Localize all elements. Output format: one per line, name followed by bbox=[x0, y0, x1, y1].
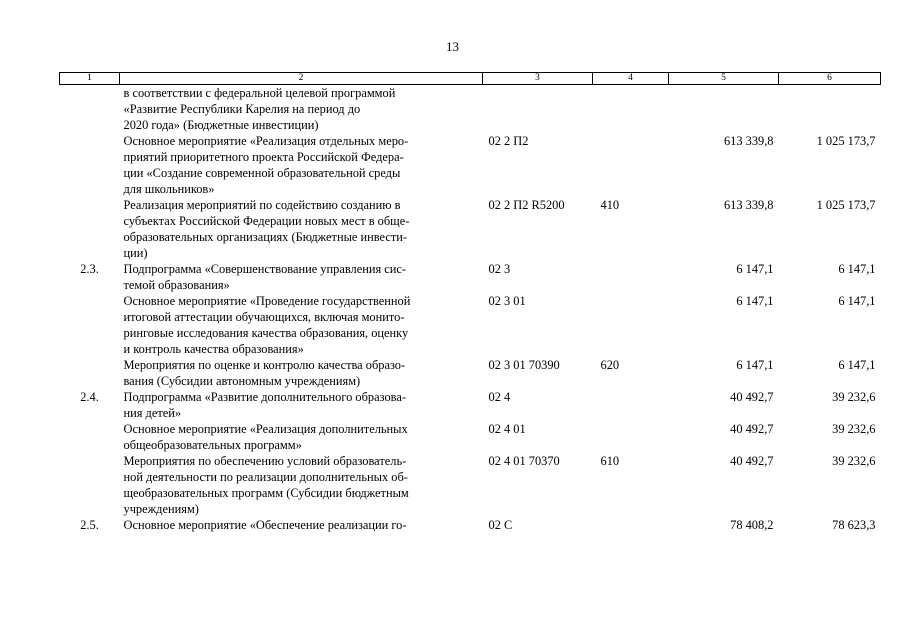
row-code: 02 4 01 bbox=[488, 422, 526, 436]
row-number bbox=[60, 197, 120, 261]
row-expense-type bbox=[593, 389, 669, 421]
row-code: 02 4 01 70370 bbox=[488, 454, 560, 468]
row-number bbox=[60, 421, 120, 453]
table-row bbox=[60, 453, 881, 517]
row-name-line: щеобразовательных программ (Субсидии бюджетным bbox=[123, 486, 409, 500]
row-name bbox=[120, 453, 483, 517]
row-code: 02 3 bbox=[488, 262, 511, 276]
row-amount-col6: 6 147,1 bbox=[838, 294, 876, 308]
row-number bbox=[60, 293, 120, 357]
row-amount-col5: 78 408,2 bbox=[730, 518, 774, 532]
row-number: 2.3. bbox=[80, 262, 99, 276]
row-amount-col5: 6 147,1 bbox=[736, 358, 774, 372]
row-name-line: Реализация мероприятий по содействию созданию в bbox=[123, 198, 401, 212]
table-row bbox=[60, 85, 881, 134]
header-col-5: 5 bbox=[669, 73, 779, 85]
row-code: 02 С bbox=[488, 518, 513, 532]
row-name-line: Мероприятия по обеспечению условий образователь- bbox=[123, 454, 407, 468]
row-name bbox=[120, 517, 483, 533]
row-code: 02 2 П2 bbox=[488, 134, 529, 148]
row-number: 2.5. bbox=[80, 518, 99, 532]
table-row bbox=[60, 133, 881, 197]
row-name-line: 2020 года» (Бюджетные инвестиции) bbox=[123, 118, 319, 132]
header-col-6: 6 bbox=[779, 73, 881, 85]
row-name-line: Основное мероприятие «Реализация отдельных меро- bbox=[123, 134, 409, 148]
row-name-line: общеобразовательных программ» bbox=[123, 438, 302, 452]
header-col-2: 2 bbox=[120, 73, 483, 85]
row-amount-col5: 6 147,1 bbox=[736, 262, 774, 276]
row-code: 02 3 01 bbox=[488, 294, 526, 308]
row-name-line: Основное мероприятие «Проведение государственной bbox=[123, 294, 411, 308]
row-name-line: ции «Создание современной образовательной среды bbox=[123, 166, 401, 180]
column-number-header bbox=[60, 73, 881, 85]
row-name bbox=[120, 261, 483, 293]
row-amount-col5: 40 492,7 bbox=[730, 454, 774, 468]
row-number bbox=[60, 85, 120, 134]
table-row bbox=[60, 389, 881, 421]
row-name-line: приятий приоритетного проекта Российской Федера- bbox=[123, 150, 404, 164]
row-expense-type bbox=[593, 261, 669, 293]
row-name bbox=[120, 133, 483, 197]
row-name-line: Подпрограмма «Развитие дополнительного образова- bbox=[123, 390, 406, 404]
row-amount-col6: 78 623,3 bbox=[832, 518, 876, 532]
row-name-line: Основное мероприятие «Реализация дополнительных bbox=[123, 422, 408, 436]
row-amount-col6: 1 025 173,7 bbox=[816, 198, 876, 212]
row-name-line: ринговые исследования качества образования, оценку bbox=[123, 326, 409, 340]
row-amount-col6: 39 232,6 bbox=[832, 390, 876, 404]
row-name-line: учреждениям) bbox=[123, 502, 199, 516]
row-expense-type bbox=[593, 293, 669, 357]
row-name-line: образовательных организациях (Бюджетные инвести- bbox=[123, 230, 408, 244]
table-row bbox=[60, 517, 881, 533]
row-name-line: ной деятельности по реализации дополнительных об- bbox=[123, 470, 408, 484]
page-number: 13 bbox=[446, 39, 459, 54]
header-col-3: 3 bbox=[483, 73, 593, 85]
row-name-line: для школьников» bbox=[123, 182, 215, 196]
row-expense-type bbox=[593, 517, 669, 533]
row-amount-col5: 613 339,8 bbox=[723, 134, 774, 148]
row-amount-col6: 39 232,6 bbox=[832, 422, 876, 436]
row-name-line: «Развитие Республики Карелия на период до bbox=[123, 102, 361, 116]
row-name-line: ции) bbox=[123, 246, 148, 260]
row-code: 02 4 bbox=[488, 390, 511, 404]
row-name-line: и контроль качества образования» bbox=[123, 342, 304, 356]
budget-table bbox=[59, 72, 881, 533]
row-name-line: субъектах Российской Федерации новых мест в обще- bbox=[123, 214, 410, 228]
row-name-line: итоговой аттестации обучающихся, включая монито- bbox=[123, 310, 405, 324]
row-expense-type bbox=[593, 421, 669, 453]
row-expense-type: 410 bbox=[600, 198, 620, 212]
row-amount-col5: 6 147,1 bbox=[736, 294, 774, 308]
row-number bbox=[60, 453, 120, 517]
row-name-line: ния детей» bbox=[123, 406, 182, 420]
row-name bbox=[120, 85, 483, 134]
row-amount-col5: 613 339,8 bbox=[723, 198, 774, 212]
table-body bbox=[60, 85, 881, 534]
row-code: 02 2 П2 R5200 bbox=[488, 198, 565, 212]
row-expense-type: 610 bbox=[600, 454, 620, 468]
row-name bbox=[120, 389, 483, 421]
row-number bbox=[60, 133, 120, 197]
row-amount-col5: 40 492,7 bbox=[730, 422, 774, 436]
table-row bbox=[60, 261, 881, 293]
row-number: 2.4. bbox=[80, 390, 99, 404]
row-amount-col6: 6 147,1 bbox=[838, 358, 876, 372]
table-row bbox=[60, 421, 881, 453]
row-name bbox=[120, 357, 483, 389]
row-number bbox=[60, 357, 120, 389]
row-amount-col6: 6 147,1 bbox=[838, 262, 876, 276]
row-amount-col6: 39 232,6 bbox=[832, 454, 876, 468]
row-amount-col6: 1 025 173,7 bbox=[816, 134, 876, 148]
table-row bbox=[60, 197, 881, 261]
row-amount-col5: 40 492,7 bbox=[730, 390, 774, 404]
row-name-line: темой образования» bbox=[123, 278, 230, 292]
row-code: 02 3 01 70390 bbox=[488, 358, 560, 372]
header-col-1: 1 bbox=[60, 73, 120, 85]
row-code bbox=[483, 85, 593, 134]
row-amount-col6 bbox=[779, 85, 881, 134]
row-name bbox=[120, 197, 483, 261]
row-amount-col5 bbox=[669, 85, 779, 134]
row-name-line: Основное мероприятие «Обеспечение реализации го- bbox=[123, 518, 407, 532]
row-name-line: Мероприятия по оценке и контролю качества образо- bbox=[123, 358, 406, 372]
row-expense-type bbox=[593, 85, 669, 134]
row-name bbox=[120, 293, 483, 357]
row-expense-type: 620 bbox=[600, 358, 620, 372]
row-name-line: Подпрограмма «Совершенствование управления сис- bbox=[123, 262, 407, 276]
header-col-4: 4 bbox=[593, 73, 669, 85]
row-name-line: вания (Субсидии автономным учреждениям) bbox=[123, 374, 361, 388]
row-name bbox=[120, 421, 483, 453]
table-row bbox=[60, 293, 881, 357]
table-row bbox=[60, 357, 881, 389]
row-expense-type bbox=[593, 133, 669, 197]
row-name-line: в соответствии с федеральной целевой программой bbox=[123, 86, 396, 100]
